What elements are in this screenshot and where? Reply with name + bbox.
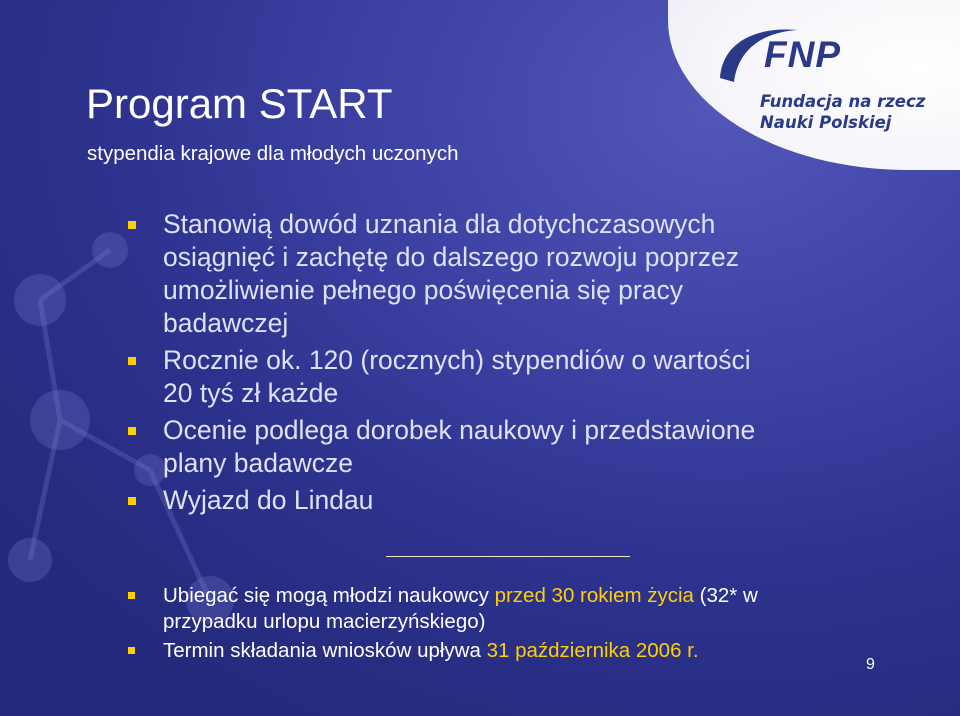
logo-line-1: Fundacja na rzecz bbox=[760, 92, 926, 111]
bullet-line: badawczej bbox=[163, 308, 289, 338]
bullet-annual-stipends bbox=[128, 344, 878, 410]
bullet-recognition bbox=[128, 208, 878, 340]
bullet-line: przypadku urlopu macierzyńskiego) bbox=[163, 610, 486, 633]
deadline-date-highlight: 31 października 2006 r. bbox=[486, 639, 699, 662]
logo-acronym: FNP bbox=[764, 34, 841, 75]
bullet-line: Ocenie podlega dorobek naukowy i przedstawione bbox=[163, 415, 756, 445]
bullet-line bbox=[163, 638, 888, 664]
bullet-line: plany badawcze bbox=[163, 448, 354, 478]
page-number: 9 bbox=[866, 656, 875, 673]
bullet-line: Rocznie ok. 120 (rocznych) stypendiów o wartości bbox=[163, 345, 751, 375]
applicants-text: Ubiegać się mogą młodzi naukowcy bbox=[163, 584, 495, 607]
secondary-bullet-list bbox=[128, 583, 888, 667]
square-bullet-icon bbox=[128, 592, 135, 599]
main-bullet-list bbox=[128, 208, 878, 521]
square-bullet-icon bbox=[128, 357, 136, 365]
divider-line bbox=[386, 556, 630, 557]
bullet-line: Wyjazd do Lindau bbox=[163, 485, 374, 515]
logo-line-2: Nauki Polskiej bbox=[760, 113, 892, 132]
slide-title: Program START bbox=[86, 80, 393, 127]
square-bullet-icon bbox=[128, 221, 136, 229]
square-bullet-icon bbox=[128, 647, 135, 654]
bullet-line: 20 tyś zł każde bbox=[163, 378, 339, 408]
applicants-text-suffix: (32* w bbox=[693, 584, 758, 607]
bullet-deadline bbox=[128, 638, 888, 664]
square-bullet-icon bbox=[128, 427, 136, 435]
bullet-applicants bbox=[128, 583, 888, 635]
deadline-text: Termin składania wniosków upływa bbox=[163, 639, 487, 662]
square-bullet-icon bbox=[128, 497, 136, 505]
bullet-evaluation bbox=[128, 414, 878, 480]
bullet-line: Stanowią dowód uznania dla dotychczasowych bbox=[163, 209, 716, 239]
bullet-line: osiągnięć i zachętę do dalszego rozwoju poprzez bbox=[163, 242, 739, 272]
bullet-line bbox=[163, 583, 888, 609]
age-limit-highlight: przed 30 rokiem życia bbox=[494, 584, 694, 607]
bullet-lindau bbox=[128, 484, 878, 517]
bullet-line: umożliwienie pełnego poświęcenia się pracy bbox=[163, 275, 683, 305]
slide-subtitle: stypendia krajowe dla młodych uczonych bbox=[87, 142, 459, 165]
